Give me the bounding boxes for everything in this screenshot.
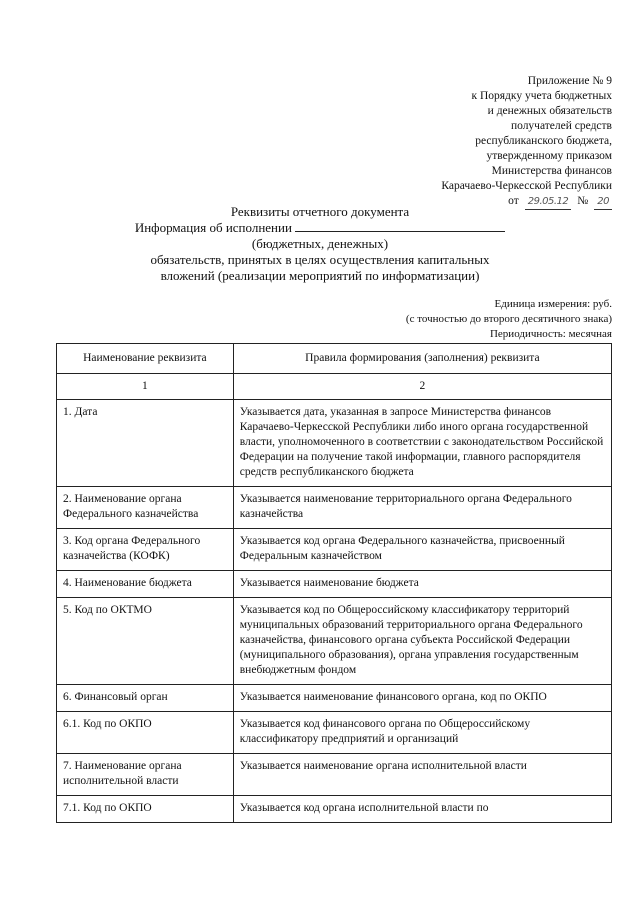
appendix-line: республиканского бюджета,: [475, 135, 612, 147]
table-row: [57, 685, 612, 712]
periodicity: Периодичность: месячная: [489, 328, 612, 340]
requisite-rule: Указывается наименование бюджета: [233, 571, 611, 598]
order-number-value: 20: [594, 194, 612, 210]
appendix-block: [441, 74, 612, 210]
title-line-2-prefix: Информация об исполнении: [134, 220, 292, 235]
title-line-5: вложений (реализации мероприятий по информатизации): [160, 268, 480, 283]
appendix-line: Министерства финансов: [491, 165, 612, 177]
requisite-rule: Указывается дата, указанная в запросе Министерства финансов Карачаево-Черкесской Республики либо иного органа государственной власти, уполномоченного в соответствии с законодательством Российской Федерации на получение такой информации, главного распорядителя средств республиканского бюджета: [233, 400, 611, 487]
requisite-rule: Указывается код органа исполнительной власти по: [233, 796, 611, 823]
appendix-line: утвержденному приказом: [486, 150, 612, 162]
header-formation-rules: Правила формирования (заполнения) реквизита: [233, 344, 611, 374]
requisites-table: [56, 343, 612, 823]
units-block: [406, 297, 612, 342]
requisite-rule: Указывается наименование органа исполнительной власти: [233, 754, 611, 796]
table-row: [57, 529, 612, 571]
appendix-line: Приложение № 9: [527, 75, 612, 87]
header-requisite-name: Наименование реквизита: [57, 344, 234, 374]
precision-note: (с точностью до второго десятичного знака): [405, 313, 612, 325]
requisite-rule: Указывается код по Общероссийскому классификатору территорий муниципальных образований территориального органа Федерального казначейства, финансового органа субъекта Российской Федерации (муниципального образования), органа управления государственным внебюджетным фондом: [233, 598, 611, 685]
requisite-rule: Указывается наименование финансового органа, код по ОКПО: [233, 685, 611, 712]
requisite-name: 7. Наименование органа исполнительной власти: [57, 754, 234, 796]
appendix-line: Карачаево-Черкесской Республики: [441, 180, 612, 192]
column-number: 1: [57, 374, 234, 400]
requisite-name: 2. Наименование органа Федерального казначейства: [57, 487, 234, 529]
requisite-name: 7.1. Код по ОКПО: [57, 796, 234, 823]
column-number: 2: [233, 374, 611, 400]
title-line-4: обязательств, принятых в целях осуществления капитальных: [150, 252, 490, 267]
title-line-1: Реквизиты отчетного документа: [230, 204, 410, 219]
table-row: [57, 598, 612, 685]
requisite-name: 6.1. Код по ОКПО: [57, 712, 234, 754]
title-line-2: [0, 220, 640, 236]
requisite-rule: Указывается наименование территориального органа Федерального казначейства: [233, 487, 611, 529]
appendix-line: получателей средств: [510, 120, 612, 132]
requisite-name: 1. Дата: [57, 400, 234, 487]
table-header-row: [57, 344, 612, 374]
unit-of-measure: Единица измерения: руб.: [494, 298, 612, 310]
requisite-rule: Указывается код органа Федерального казначейства, присвоенный Федеральным казначейством: [233, 529, 611, 571]
column-number-row: [57, 374, 612, 400]
fill-in-blank: [295, 220, 505, 232]
appendix-line: к Порядку учета бюджетных: [471, 90, 612, 102]
requisite-name: 3. Код органа Федерального казначейства (КОФК): [57, 529, 234, 571]
table-row: [57, 712, 612, 754]
appendix-line: и денежных обязательств: [487, 105, 612, 117]
table-row: [57, 754, 612, 796]
table-row: [57, 571, 612, 598]
from-label: от: [508, 195, 519, 207]
order-date-value: 29.05.12: [525, 194, 572, 210]
table-row: [57, 400, 612, 487]
title-line-3: (бюджетных, денежных): [251, 236, 389, 251]
table-row: [57, 796, 612, 823]
requisite-name: 5. Код по ОКТМО: [57, 598, 234, 685]
table-row: [57, 487, 612, 529]
requisite-rule: Указывается код финансового органа по Общероссийскому классификатору предприятий и организаций: [233, 712, 611, 754]
number-label: №: [577, 195, 589, 207]
requisite-name: 4. Наименование бюджета: [57, 571, 234, 598]
requisite-name: 6. Финансовый орган: [57, 685, 234, 712]
document-title: [0, 204, 640, 284]
